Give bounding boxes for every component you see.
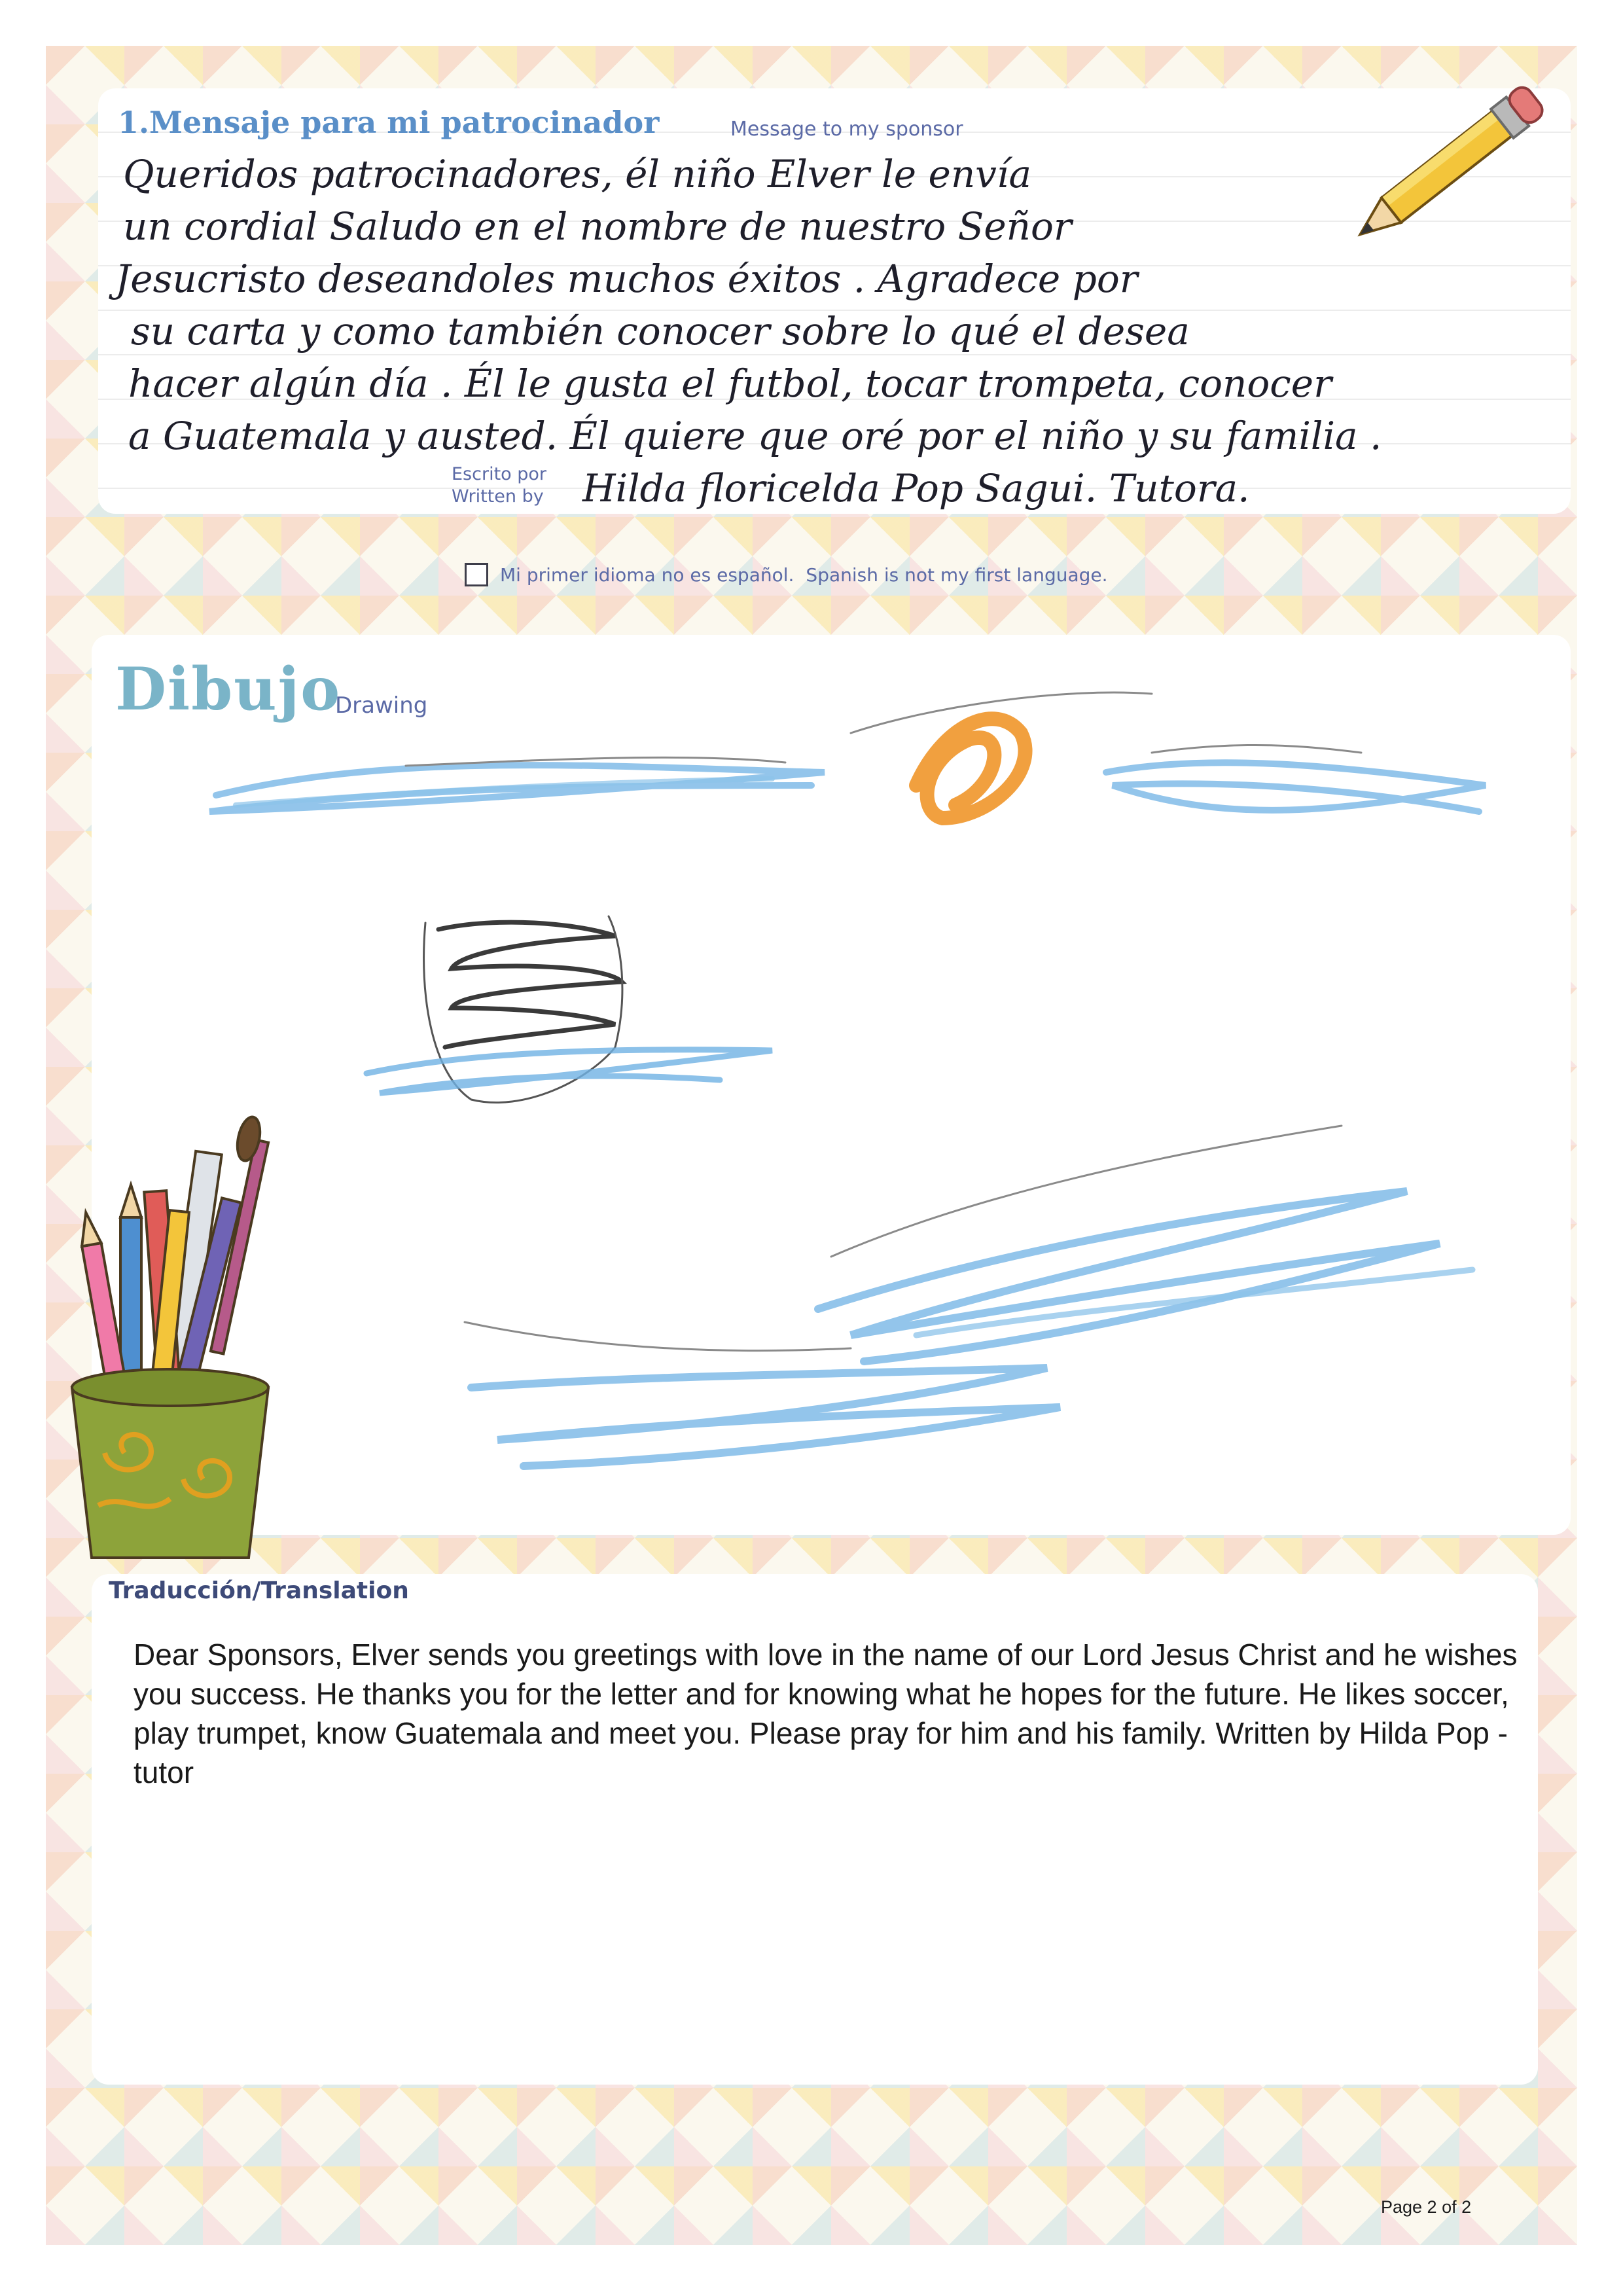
page-number: Page 2 of 2 xyxy=(1381,2197,1472,2217)
crayon-sea-scribble xyxy=(471,1368,1060,1466)
written-by-label-es: Escrito por xyxy=(452,464,547,484)
message-section-title: Mensaje para mi patrocinador xyxy=(149,105,660,140)
written-by-signature: Hilda floricelda Pop Sagui. Tutora. xyxy=(582,466,1250,511)
handwritten-line-6: a Guatemala y austed. Él quiere que oré por el niño y su familia . xyxy=(128,414,1382,458)
pencil-line xyxy=(1152,745,1361,753)
handwritten-line-3: Jesucristo deseandoles muchos éxitos . Agradece por xyxy=(115,257,1138,301)
crayon-cloud-scribble xyxy=(1106,762,1486,812)
handwritten-line-2: un cordial Saludo en el nombre de nuestro Señor xyxy=(123,204,1072,249)
message-section-subtitle: Message to my sponsor xyxy=(730,118,963,141)
handwritten-line-1: Queridos patrocinadores, él niño Elver le envía xyxy=(123,152,1032,196)
message-section-number: 1. xyxy=(118,105,150,140)
pencil-scribble xyxy=(438,922,622,1047)
handwritten-line-4: su carta y como también conocer sobre lo qué el desea xyxy=(131,309,1190,353)
language-label-es: Mi primer idioma no es español. xyxy=(500,564,794,586)
pencil-line xyxy=(465,1322,851,1351)
crayon-sun-scribble xyxy=(916,719,1025,818)
crayon-water-scribble xyxy=(366,1050,772,1093)
translation-text: Dear Sponsors, Elver sends you greetings with love in the name of our Lord Jesus Christ and he wishes you success. He thanks you for the letter and for knowing what he hopes for the future. He likes soccer, play trumpet, know Guatemala and meet you. Please pray for him and his family. Written by Hilda Pop - tutor xyxy=(134,1638,1518,1789)
crayon-sea-scribble xyxy=(818,1191,1440,1361)
translation-section-title: Traducción/Translation xyxy=(109,1577,409,1604)
drawing-section-title: Dibujo xyxy=(115,655,342,724)
language-label-en: Spanish is not my first language. xyxy=(806,564,1108,586)
pencil-cup-icon xyxy=(52,1113,294,1558)
drawing-section-subtitle: Drawing xyxy=(335,692,428,719)
written-by-label-en: Written by xyxy=(452,486,544,507)
handwritten-line-5: hacer algún día . Él le gusta el futbol, tocar trompeta, conocer xyxy=(128,361,1332,406)
